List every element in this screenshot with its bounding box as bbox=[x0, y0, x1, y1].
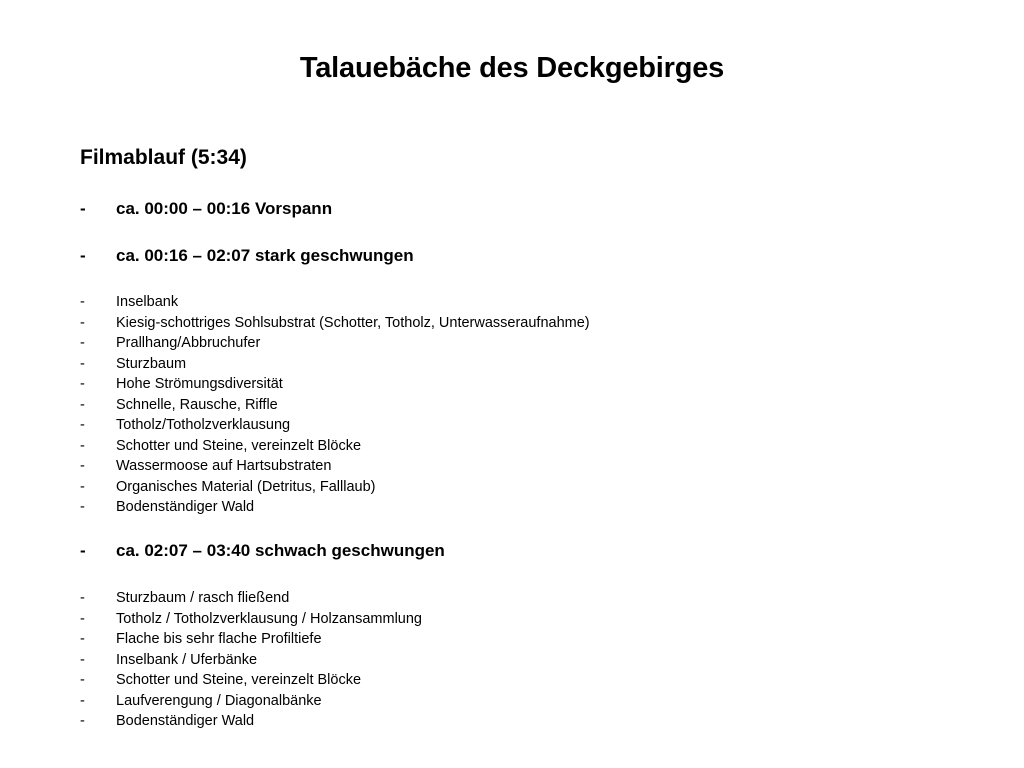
list-item bbox=[80, 497, 590, 518]
list-item-text: Kiesig-schottriges Sohlsubstrat (Schotter, Totholz, Unterwasseraufnahme) bbox=[116, 314, 590, 331]
list-item bbox=[80, 691, 422, 712]
list-item-text: Hohe Strömungsdiversität bbox=[116, 376, 283, 392]
list-item bbox=[80, 609, 422, 630]
bullet-dash: - bbox=[80, 458, 85, 474]
list-item bbox=[80, 670, 422, 691]
bullet-dash: - bbox=[80, 713, 85, 729]
list-item bbox=[80, 711, 422, 732]
list-item bbox=[80, 415, 590, 436]
list-schwach-geschwungen bbox=[80, 588, 422, 732]
list-item-text: Organisches Material (Detritus, Falllaub) bbox=[116, 478, 376, 495]
bullet-dash: - bbox=[80, 417, 85, 433]
section-heading-text: ca. 00:00 – 00:16 Vorspann bbox=[116, 199, 333, 218]
slide-title: Talauebäche des Deckgebirges bbox=[299, 52, 725, 84]
section-heading-vorspann bbox=[80, 199, 332, 219]
list-item bbox=[80, 374, 590, 395]
bullet-dash: - bbox=[80, 672, 85, 688]
list-item-text: Schotter und Steine, vereinzelt Blöcke bbox=[116, 437, 362, 454]
bullet-dash: - bbox=[80, 246, 86, 265]
list-item bbox=[80, 456, 590, 477]
bullet-dash: - bbox=[80, 478, 85, 495]
list-item-text: Bodenständiger Wald bbox=[116, 499, 255, 515]
list-item-text: Inselbank / Uferbänke bbox=[116, 651, 258, 668]
section-heading-text: ca. 02:07 – 03:40 schwach geschwungen bbox=[116, 541, 445, 560]
bullet-dash: - bbox=[80, 314, 85, 331]
list-item bbox=[80, 477, 590, 498]
bullet-dash: - bbox=[80, 651, 85, 668]
section-heading-schwach-geschwungen bbox=[80, 541, 445, 561]
list-item-text: Wassermoose auf Hartsubstraten bbox=[116, 458, 332, 474]
list-stark-geschwungen bbox=[80, 292, 590, 518]
bullet-dash: - bbox=[80, 376, 85, 392]
bullet-dash: - bbox=[80, 692, 85, 709]
list-item-text: Inselbank bbox=[116, 294, 179, 310]
list-item-text: Totholz / Totholzverklausung / Holzansammlung bbox=[116, 610, 423, 627]
bullet-dash: - bbox=[80, 541, 86, 560]
list-item-text: Schnelle, Rausche, Riffle bbox=[116, 396, 278, 413]
list-item bbox=[80, 292, 590, 313]
bullet-dash: - bbox=[80, 355, 85, 372]
list-item-text: Prallhang/Abbruchufer bbox=[116, 335, 261, 351]
list-item bbox=[80, 588, 422, 609]
section-subtitle: Filmablauf (5:34) bbox=[80, 146, 247, 169]
bullet-dash: - bbox=[80, 294, 85, 310]
list-item-text: Sturzbaum bbox=[116, 355, 187, 372]
list-item-text: Schotter und Steine, vereinzelt Blöcke bbox=[116, 672, 362, 688]
list-item-text: Sturzbaum / rasch fließend bbox=[116, 590, 290, 606]
bullet-dash: - bbox=[80, 499, 85, 515]
list-item bbox=[80, 436, 590, 457]
list-item bbox=[80, 354, 590, 375]
bullet-dash: - bbox=[80, 335, 85, 351]
list-item bbox=[80, 313, 590, 334]
list-item bbox=[80, 650, 422, 671]
list-item bbox=[80, 395, 590, 416]
list-item-text: Bodenständiger Wald bbox=[116, 713, 255, 729]
list-item-text: Totholz/Totholzverklausung bbox=[116, 417, 291, 433]
bullet-dash: - bbox=[80, 590, 85, 606]
bullet-dash: - bbox=[80, 631, 85, 647]
list-item-text: Laufverengung / Diagonalbänke bbox=[116, 692, 322, 709]
section-heading-text: ca. 00:16 – 02:07 stark geschwungen bbox=[116, 246, 414, 265]
list-item bbox=[80, 629, 422, 650]
bullet-dash: - bbox=[80, 199, 86, 218]
bullet-dash: - bbox=[80, 396, 85, 413]
bullet-dash: - bbox=[80, 437, 85, 454]
list-item bbox=[80, 333, 590, 354]
section-heading-stark-geschwungen bbox=[80, 246, 414, 266]
list-item-text: Flache bis sehr flache Profiltiefe bbox=[116, 631, 322, 647]
bullet-dash: - bbox=[80, 610, 85, 627]
